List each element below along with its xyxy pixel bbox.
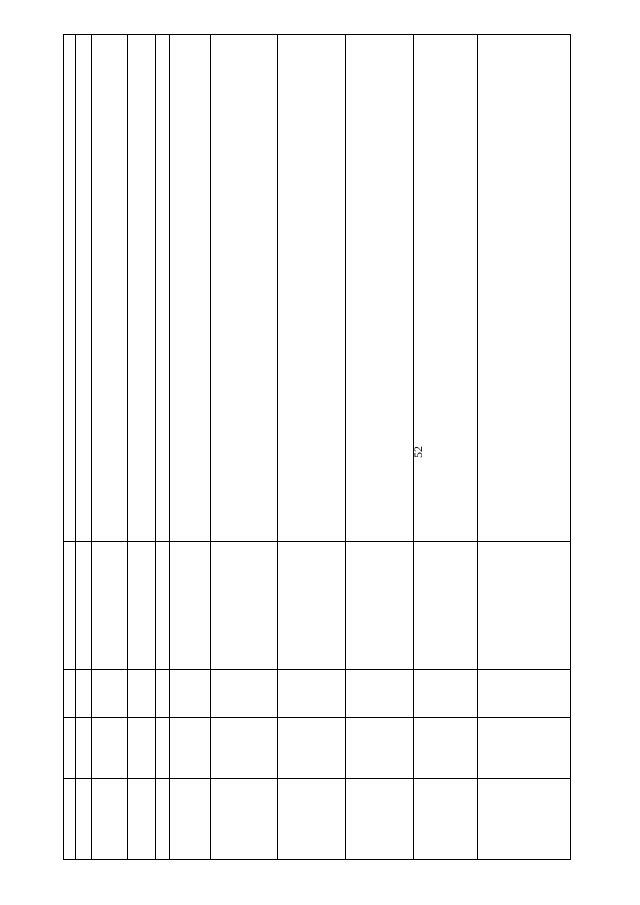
page-number: 52 bbox=[411, 446, 425, 458]
table-row bbox=[64, 35, 571, 542]
table-row bbox=[64, 670, 571, 718]
budget-table bbox=[63, 34, 571, 860]
table-row bbox=[64, 542, 571, 670]
table-row bbox=[64, 779, 571, 860]
table-row bbox=[64, 718, 571, 779]
